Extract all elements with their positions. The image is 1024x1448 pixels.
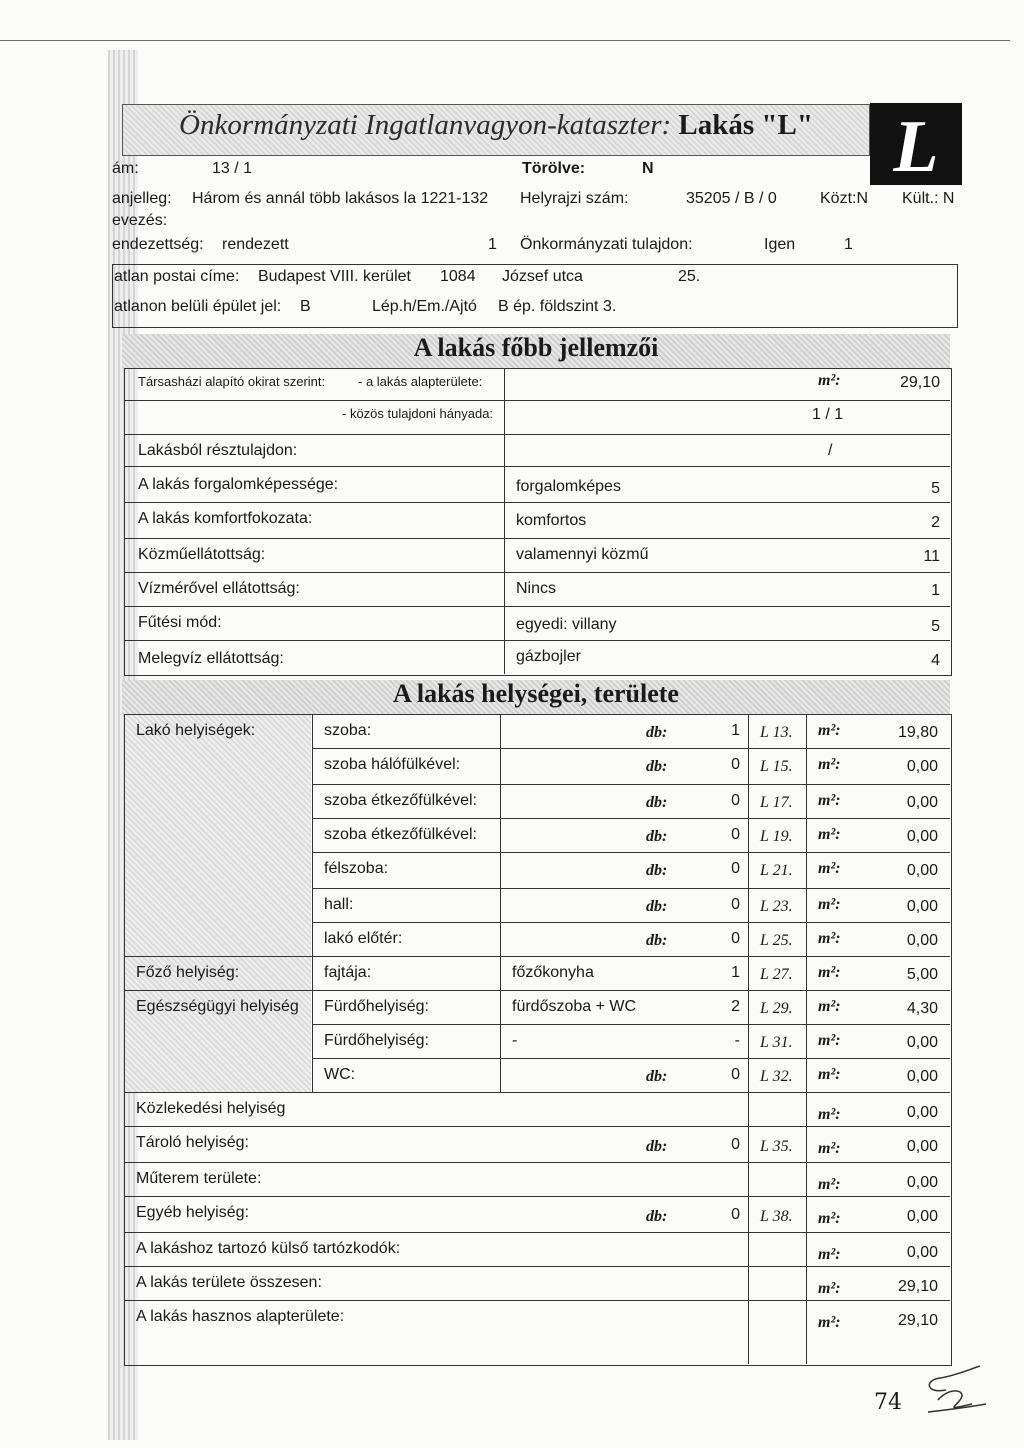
nevezes-label: evezés: xyxy=(112,212,168,229)
onk-value: Igen xyxy=(764,236,796,253)
l-code: L 13. xyxy=(760,724,793,741)
room-count: 0 xyxy=(731,1066,740,1083)
room-subtype: szoba étkezőfülkével: xyxy=(324,792,477,809)
room-count: 0 xyxy=(731,826,740,843)
alapterulet-label: - a lakás alapterülete: xyxy=(358,374,483,389)
l-code: L 27. xyxy=(760,966,793,983)
m2-label: m²: xyxy=(818,998,841,1015)
area-row-label: Közlekedési helyiség xyxy=(136,1100,286,1117)
db-label: db: xyxy=(646,932,668,949)
section1-title: A lakás főbb jellemzői xyxy=(413,333,659,362)
handwritten-signature xyxy=(916,1360,996,1420)
vizmero-value: Nincs xyxy=(516,580,557,597)
area-row-label: A lakás területe összesen: xyxy=(136,1274,322,1291)
rooms-row-line xyxy=(312,852,950,853)
resztulajdon-value: / xyxy=(828,442,833,459)
room-subtype: Fürdőhelyiség: xyxy=(324,998,429,1015)
room-area: 0,00 xyxy=(906,1104,938,1121)
forgalom-label: A lakás forgalomképessége: xyxy=(138,476,339,493)
room-count: 1 xyxy=(731,964,740,981)
m2-label: m²: xyxy=(818,1140,841,1157)
futes-code: 5 xyxy=(931,618,940,635)
epulet-value: B xyxy=(300,298,311,315)
db-label: db: xyxy=(646,724,668,741)
onk-label: Önkormányzati tulajdon: xyxy=(520,236,693,253)
rendeltetes-label: anjelleg: xyxy=(112,190,172,207)
room-subtype: szoba: xyxy=(324,722,372,739)
area-row-label: A lakás hasznos alapterülete: xyxy=(136,1308,345,1325)
cim-number: 25. xyxy=(678,268,701,285)
szam-value: 13 / 1 xyxy=(212,160,253,177)
lep-value: B ép. földszint 3. xyxy=(498,298,617,315)
room-area: 4,30 xyxy=(906,1000,938,1017)
char-row-line xyxy=(124,434,950,435)
m2-label: m²: xyxy=(818,1246,841,1263)
resztulajdon-label: Lakásból résztulajdon: xyxy=(138,442,298,459)
char-row-line xyxy=(124,538,950,539)
l-code: L 25. xyxy=(760,932,793,949)
hanyad-label: - közös tulajdoni hányada: xyxy=(342,406,494,421)
category-column-shade xyxy=(125,715,311,1093)
section2-title: A lakás helységei, területe xyxy=(393,679,679,708)
rendezettseg-value: rendezett xyxy=(222,236,289,253)
alapterulet-value: 29,10 xyxy=(899,374,940,391)
rooms-row-line xyxy=(124,1196,950,1197)
melegviz-value: gázbojler xyxy=(516,648,581,665)
kozt-flag: Közt:N xyxy=(820,190,869,207)
forgalom-code: 5 xyxy=(931,480,940,497)
room-area: 19,80 xyxy=(897,724,938,741)
m2-label: m²: xyxy=(818,792,841,809)
room-subtype: lakó előtér: xyxy=(324,930,403,947)
room-count: 0 xyxy=(731,896,740,913)
l-code: L 21. xyxy=(760,862,793,879)
room-area: 29,10 xyxy=(897,1278,938,1295)
rooms-col-divider xyxy=(312,714,313,1092)
room-type-value: főzőkonyha xyxy=(512,964,594,981)
room-count: - xyxy=(734,1032,740,1049)
cim-street: József utca xyxy=(502,268,583,285)
room-area: 0,00 xyxy=(906,862,938,879)
l-code: L 32. xyxy=(760,1068,793,1085)
l-code: L 29. xyxy=(760,1000,793,1017)
area-row-label: Tároló helyiség: xyxy=(136,1134,249,1151)
m2-label: m²: xyxy=(818,722,841,739)
kozmu-code: 11 xyxy=(923,548,940,565)
alapito-label: Társasházi alapító okirat szerint: xyxy=(138,374,326,389)
m2-label: m²: xyxy=(818,896,841,913)
komfort-value: komfortos xyxy=(516,512,587,529)
torolve-value: N xyxy=(642,160,654,177)
rooms-row-line xyxy=(312,784,950,785)
rooms-row-line xyxy=(312,1024,950,1025)
rooms-row-line xyxy=(312,1058,950,1059)
db-label: db: xyxy=(646,898,668,915)
room-count: 0 xyxy=(731,860,740,877)
db-label: db: xyxy=(646,1208,668,1225)
alapterulet-m2-label: m²: xyxy=(818,372,841,389)
room-subtype: Fürdőhelyiség: xyxy=(324,1032,429,1049)
l-code: L 35. xyxy=(760,1138,793,1155)
char-row-line xyxy=(124,502,950,503)
cim-zip: 1084 xyxy=(440,268,476,285)
l-code: L 38. xyxy=(760,1208,793,1225)
room-area: 0,00 xyxy=(906,932,938,949)
room-category: Egészségügyi helyiség xyxy=(136,998,299,1015)
char-row-line xyxy=(124,466,950,467)
melegviz-label: Melegvíz ellátottság: xyxy=(138,650,284,667)
room-area: 0,00 xyxy=(906,1174,938,1191)
komfort-code: 2 xyxy=(931,514,940,531)
rooms-col-divider xyxy=(500,714,501,1092)
rooms-row-line xyxy=(124,1232,950,1233)
m2-label: m²: xyxy=(818,930,841,947)
db-label: db: xyxy=(646,794,668,811)
m2-label: m²: xyxy=(818,1106,841,1123)
char-row-line xyxy=(124,640,950,641)
rooms-row-line xyxy=(312,748,950,749)
helyrajzi-value: 35205 / B / 0 xyxy=(686,190,777,207)
banner-italic: Önkormányzati Ingatlanvagyon-kataszter: xyxy=(179,109,672,141)
l-code: L 15. xyxy=(760,758,793,775)
l-code: L 17. xyxy=(760,794,793,811)
room-area: 0,00 xyxy=(906,828,938,845)
area-row-label: Egyéb helyiség: xyxy=(136,1204,249,1221)
rendezettseg-code: 1 xyxy=(488,236,497,253)
room-count: 0 xyxy=(731,1136,740,1153)
rooms-row-line xyxy=(124,1266,950,1267)
vizmero-label: Vízmérővel ellátottság: xyxy=(138,580,300,597)
rendezettseg-label: endezettség: xyxy=(112,236,204,253)
room-area: 5,00 xyxy=(906,966,938,983)
hanyad-value: 1 / 1 xyxy=(812,406,844,423)
room-area: 0,00 xyxy=(906,1068,938,1085)
room-count: 0 xyxy=(731,792,740,809)
kult-flag: Kült.: N xyxy=(902,190,955,207)
lep-label: Lép.h/Em./Ajtó xyxy=(372,298,477,315)
db-label: db: xyxy=(646,1068,668,1085)
rooms-row-line xyxy=(124,990,950,991)
char-col-divider xyxy=(504,368,505,674)
form-banner xyxy=(122,104,870,156)
banner-bold: Lakás "L" xyxy=(678,109,813,141)
room-area: 0,00 xyxy=(906,1138,938,1155)
room-type-value: - xyxy=(512,1032,518,1049)
helyrajzi-label: Helyrajzi szám: xyxy=(520,190,629,207)
cim-city: Budapest VIII. kerület xyxy=(258,268,411,285)
l-code: L 19. xyxy=(760,828,793,845)
futes-label: Fűtési mód: xyxy=(138,614,222,631)
onk-code: 1 xyxy=(844,236,853,253)
room-count: 0 xyxy=(731,930,740,947)
rooms-row-line xyxy=(124,1162,950,1163)
vizmero-code: 1 xyxy=(931,582,940,599)
room-category: Főző helyiség: xyxy=(136,964,240,981)
m2-label: m²: xyxy=(818,964,841,981)
m2-label: m²: xyxy=(818,1280,841,1297)
room-subtype: félszoba: xyxy=(324,860,389,877)
l-code: L 23. xyxy=(760,898,793,915)
char-row-line xyxy=(124,606,950,607)
room-subtype: szoba étkezőfülkével: xyxy=(324,826,477,843)
db-label: db: xyxy=(646,758,668,775)
cim-label: atlan postai címe: xyxy=(114,268,240,285)
m2-label: m²: xyxy=(818,1210,841,1227)
room-count: 2 xyxy=(731,998,740,1015)
room-subtype: hall: xyxy=(324,896,354,913)
rooms-row-line xyxy=(312,888,950,889)
room-category: Lakó helyiségek: xyxy=(136,722,256,739)
torolve-label: Törölve: xyxy=(522,160,586,177)
epulet-label: atlanon belüli épület jel: xyxy=(114,298,282,315)
char-row-line xyxy=(124,400,950,401)
db-label: db: xyxy=(646,828,668,845)
rendeltetes-value: Három és annál több lakásos la 1221-132 xyxy=(192,190,489,207)
room-subtype: szoba hálófülkével: xyxy=(324,756,461,773)
futes-value: egyedi: villany xyxy=(516,616,617,633)
area-row-label: A lakáshoz tartozó külső tartózkodók: xyxy=(136,1240,401,1257)
kozmu-label: Közműellátottság: xyxy=(138,546,266,563)
area-row-label: Műterem területe: xyxy=(136,1170,262,1187)
m2-label: m²: xyxy=(818,1314,841,1331)
rooms-row-line xyxy=(312,818,950,819)
m2-label: m²: xyxy=(818,1032,841,1049)
kozmu-value: valamennyi közmű xyxy=(516,546,649,563)
room-area: 0,00 xyxy=(906,1244,938,1261)
rooms-row-line xyxy=(124,1092,950,1093)
rooms-row-line xyxy=(312,922,950,923)
l-badge: L xyxy=(870,103,962,185)
m2-label: m²: xyxy=(818,860,841,877)
room-area: 29,10 xyxy=(897,1312,938,1329)
rooms-row-line xyxy=(124,956,950,957)
db-label: db: xyxy=(646,1138,668,1155)
handwritten-number: 74 xyxy=(874,1390,902,1415)
char-row-line xyxy=(124,572,950,573)
szam-label: ám: xyxy=(112,160,139,177)
room-subtype: WC: xyxy=(324,1066,356,1083)
db-label: db: xyxy=(646,862,668,879)
melegviz-code: 4 xyxy=(931,652,940,669)
room-area: 0,00 xyxy=(906,1208,938,1225)
room-type-value: fürdőszoba + WC xyxy=(512,998,637,1015)
komfort-label: A lakás komfortfokozata: xyxy=(138,510,313,527)
top-border-line xyxy=(0,40,1010,41)
m2-label: m²: xyxy=(818,1176,841,1193)
room-count: 1 xyxy=(731,722,740,739)
m2-label: m²: xyxy=(818,1066,841,1083)
room-area: 0,00 xyxy=(906,794,938,811)
room-count: 0 xyxy=(731,756,740,773)
room-area: 0,00 xyxy=(906,758,938,775)
m2-label: m²: xyxy=(818,826,841,843)
room-count: 0 xyxy=(731,1206,740,1223)
l-code: L 31. xyxy=(760,1034,793,1051)
rooms-row-line xyxy=(124,1300,950,1301)
m2-label: m²: xyxy=(818,756,841,773)
rooms-row-line xyxy=(124,1126,950,1127)
room-area: 0,00 xyxy=(906,1034,938,1051)
forgalom-value: forgalomképes xyxy=(516,478,621,495)
banner-title xyxy=(123,109,869,142)
room-area: 0,00 xyxy=(906,898,938,915)
room-subtype: fajtája: xyxy=(324,964,372,981)
